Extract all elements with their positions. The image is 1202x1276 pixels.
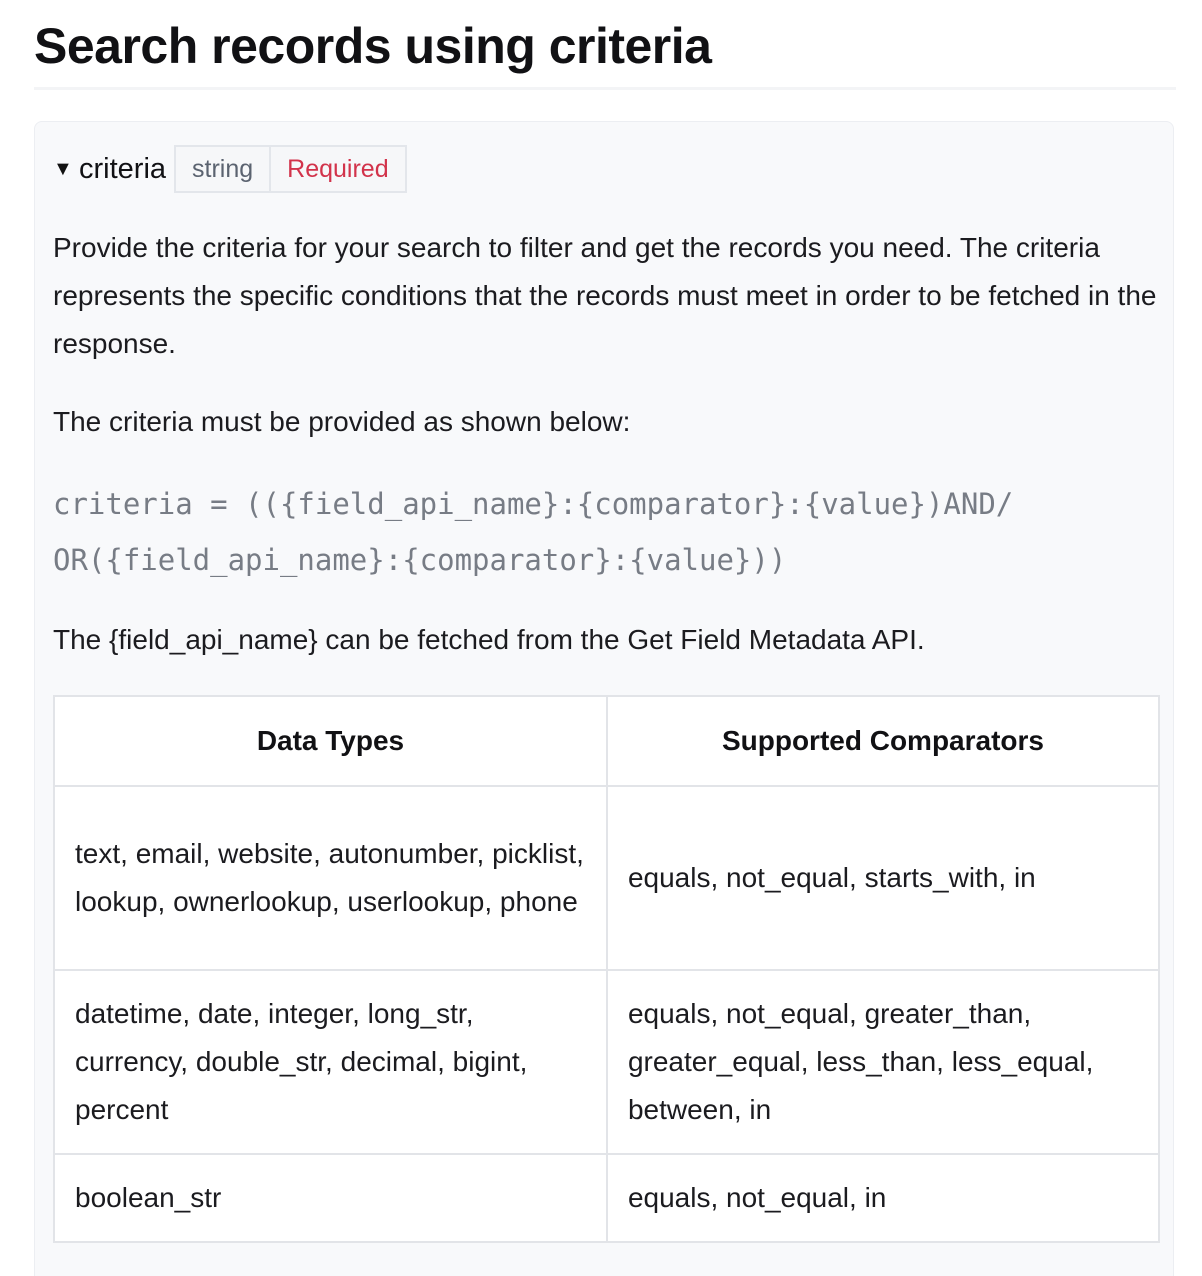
title-divider [34,87,1176,90]
param-header[interactable] [53,144,407,194]
code-line-2: OR({field_api_name}:{comparator}:{value})) [53,543,787,577]
code-line-1: criteria = (({field_api_name}:{comparator}:{value})AND/ [53,487,1014,521]
table-row [54,786,1159,970]
table-row [54,970,1159,1154]
table-row [54,1154,1159,1242]
format-intro: The criteria must be provided as shown below: [53,406,631,437]
header-supported-comparators: Supported Comparators [607,696,1159,786]
data-types-cell: boolean_str [54,1154,607,1242]
page-title: Search records using criteria [34,18,712,74]
data-types-cell: text, email, website, autonumber, picklist, lookup, ownerlookup, userlookup, phone [54,786,607,970]
field-api-name-note: The {field_api_name} can be fetched from the Get Field Metadata API. [53,624,925,655]
table-header-row [54,696,1159,786]
triangle-down-icon[interactable]: ▼ [53,158,73,180]
param-name: criteria [79,153,167,185]
comparators-cell: equals, not_equal, starts_with, in [607,786,1159,970]
comparators-cell: equals, not_equal, greater_than, greater_equal, less_than, less_equal, between, in [607,970,1159,1154]
required-badge: Required [271,145,406,193]
comparators-table [53,695,1160,1243]
param-description: Provide the criteria for your search to filter and get the records you need. The criteria represents the specific conditions that the records must meet in order to be fetched in the response. [53,232,1157,359]
param-type-badge: string [174,145,271,193]
param-panel [34,121,1174,1276]
comparators-cell: equals, not_equal, in [607,1154,1159,1242]
data-types-cell: datetime, date, integer, long_str, currency, double_str, decimal, bigint, percent [54,970,607,1154]
header-data-types: Data Types [54,696,607,786]
criteria-code-block [53,476,1153,588]
